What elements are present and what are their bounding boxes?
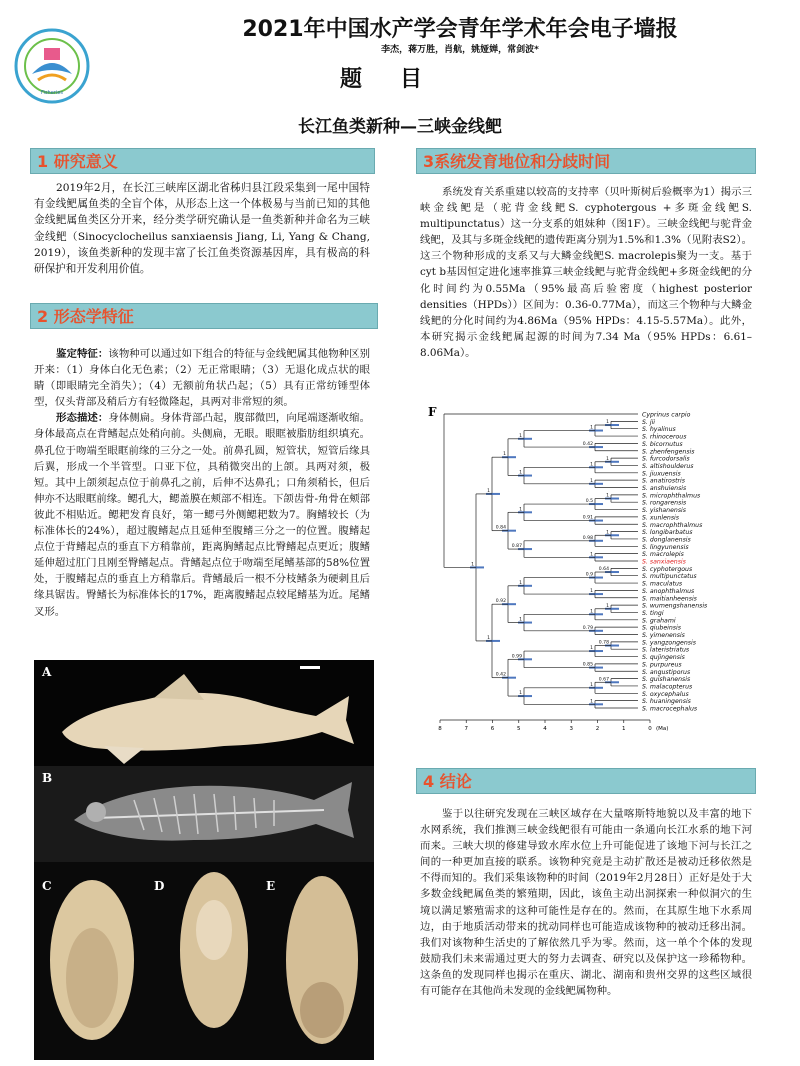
- species-label: S. jiuxuensis: [642, 470, 681, 478]
- topic-label: 题目: [339, 67, 460, 92]
- species-label: S. hyalinus: [642, 426, 676, 434]
- support-value: 0.5: [585, 499, 593, 505]
- support-value: 1: [606, 420, 609, 426]
- species-label: S. tingi: [642, 609, 664, 617]
- significance-text: [34, 180, 370, 277]
- diagnosis-label: 鉴定特征：: [56, 348, 109, 360]
- species-label: S. yishanensis: [642, 507, 686, 515]
- species-label: S. oxycephalus: [642, 690, 689, 698]
- support-value: 1: [590, 425, 593, 431]
- tree-species-labels: [642, 412, 708, 713]
- axis-tick-label: 2: [595, 726, 600, 732]
- species-label: S. cyphotergous: [642, 565, 693, 573]
- species-label: S. microphthalmus: [642, 492, 701, 500]
- conclusion-paragraph: 鉴于以往研究发现在三峡区域存在大量喀斯特地貌以及丰富的地下水网系统，我们推测三峡金线鲃很有可能由一条通向长江水系的地下河而来。三峡大坝的修建导致水库水位上升可能促进了该地下河与长江之间的一种更加直接的联系。该物种究竟是主动扩散还是被动迁移依然是不得而知的。我们采集该物种的时间（2019年2月28日）正好是处于大多数金线鲃属鱼类的繁殖期，因此，该鱼主动出洞探索一种似洞穴的生境以满足繁殖需求的这种可能性是存在的。然而，在其原生地下水系周边，由于地质活动带来的扰动同样也可能造成该物种的被动迁移出洞。我们对该物种生活史的了解依然几乎为零。然而，这一单个个体的发现鼓励我们未来需通过更大的努力去调查、研究以及保护这一珍稀物种。这条鱼的发现同样也揭示在重庆、湖北、湖南和贵州交界的这些区域很有可能存在其他尚未发现的金线鲃属物种。: [420, 808, 752, 998]
- species-label: S. macrophthalmus: [642, 521, 703, 529]
- species-label: S. rhinocerous: [642, 433, 687, 441]
- photo-label-b: B: [42, 771, 53, 785]
- species-label: S. zhenfengensis: [642, 448, 695, 456]
- support-value: 1: [590, 682, 593, 688]
- species-label: S. anophthalmus: [642, 587, 695, 595]
- photo-label-d: D: [154, 879, 165, 893]
- support-value: 1: [590, 646, 593, 652]
- species-label: S. xunlensis: [642, 514, 679, 522]
- support-value: 1: [606, 603, 609, 609]
- support-value: 1: [519, 691, 522, 697]
- support-value: 0.78: [598, 640, 609, 646]
- species-label: S. huaningensis: [642, 698, 691, 706]
- species-label: S. purpureus: [642, 661, 682, 669]
- section-heading-significance: 1 研究意义: [30, 148, 375, 174]
- axis-tick-label: 5: [517, 726, 521, 732]
- support-value: 0.85: [582, 662, 593, 668]
- support-value: 0.42: [495, 672, 506, 678]
- support-value: 0.91: [582, 515, 593, 521]
- species-label: S. furcodorsalis: [642, 455, 690, 463]
- conclusion-text: [420, 806, 752, 999]
- description-paragraph: [34, 410, 370, 619]
- phylogeny-tree-figure: [424, 402, 744, 748]
- support-value: 1: [590, 552, 593, 558]
- species-label: S. wumengshanensis: [642, 602, 708, 610]
- support-value: 0.42: [582, 442, 593, 448]
- species-label: S. qiubeinsis: [642, 624, 681, 632]
- support-value: 1: [590, 589, 593, 595]
- diagnosis-text: 该物种可以通过如下组合的特征与金线鲃属其他物种区别开来：（1）身体白化无色素；（2）无正常眼睛；（3）无退化成点状的眼睛（即眼睛完全消失）；（4）无额前角状凸起；（5）具有正常纺锤型体型，仅头背部及稍后方有轻微隆起，具两对非常短的须。: [34, 348, 371, 409]
- species-label: S. guishanensis: [642, 676, 691, 684]
- support-value: 0.84: [495, 525, 506, 531]
- poster-title: 长江鱼类新种—三峡金线鲃: [298, 117, 502, 137]
- support-value: 1: [503, 452, 506, 458]
- species-label: S. donglanensis: [642, 536, 691, 544]
- diagnosis-paragraph: [34, 346, 370, 410]
- support-value: 1: [519, 617, 522, 623]
- phylogeny-text: [420, 184, 752, 361]
- support-value: 0.79: [582, 625, 593, 631]
- species-label: S. altishoulderus: [642, 462, 694, 470]
- species-label: S. anatirostris: [642, 477, 685, 485]
- photo-label-a: A: [42, 665, 52, 679]
- species-label: S. lingyunensis: [642, 543, 689, 551]
- support-value: 1: [590, 609, 593, 615]
- support-value: 1: [590, 699, 593, 705]
- species-label: S. qujingensis: [642, 654, 685, 662]
- support-value: 0.9: [585, 572, 593, 578]
- species-label: S. longibarbatus: [642, 529, 693, 537]
- species-label: S. maitianheensis: [642, 595, 697, 603]
- author-list: 李杰，蒋万胜，肖航，姚娅婵，常剑波*: [381, 45, 539, 55]
- section-heading-conclusion: 4 结论: [416, 768, 756, 794]
- species-label: S. multipunctatus: [642, 573, 697, 581]
- species-label: S. yangzongensis: [642, 639, 696, 647]
- morphology-text: [34, 346, 370, 620]
- species-label: Cyprinus carpio: [642, 411, 691, 419]
- society-logo: [14, 28, 90, 104]
- svg-text:Fisheries: Fisheries: [41, 90, 63, 96]
- section-heading-morphology: 2 形态学特征: [30, 303, 378, 329]
- species-label: S. anshuiensis: [642, 485, 687, 492]
- support-value: 0.87: [511, 544, 522, 550]
- axis-unit: (Ma): [656, 726, 669, 732]
- species-label: S. malacopterus: [642, 683, 693, 691]
- photo-label-c: C: [42, 879, 52, 893]
- support-value: 0.92: [495, 599, 506, 605]
- significance-paragraph: 2019年2月，在长江三峡库区湖北省秭归县江段采集到一尾中国特有金线鲃属鱼类的全盲个体，从形态上这一个体极易与当前已知的其他金线鲃属鱼类区分开来，经分类学研究确认是一鱼类新种并命名为三峡金线鲃（Sinocyclocheilus sanxiaensis Jiang, Li, Yang & Chang, 2019），该鱼类新种的发现丰富了长江鱼类资源基因库，具有极高的科研保护和开发利用价值。: [34, 182, 370, 276]
- section-heading-phylogeny: 3系统发育地位和分歧时间: [416, 148, 756, 174]
- axis-tick-label: 1: [622, 726, 626, 732]
- species-label: S. rongarensis: [642, 499, 687, 507]
- species-label: S. lateristriatus: [642, 646, 690, 654]
- description-label: 形态描述：: [56, 412, 109, 425]
- axis-tick-label: 8: [438, 726, 442, 732]
- species-label: S. yimenensis: [642, 632, 685, 639]
- support-value: 1: [487, 635, 490, 641]
- species-label: S. macrolepis: [642, 551, 684, 559]
- photo-label-e: E: [266, 879, 276, 893]
- time-axis: [438, 720, 668, 732]
- support-value: 0.99: [511, 654, 522, 660]
- support-value: 0.64: [598, 567, 609, 573]
- support-value: 1: [606, 493, 609, 499]
- species-label: S. maculatus: [642, 580, 683, 588]
- phylogeny-paragraph: 系统发育关系重建以较高的支持率（贝叶斯树后验概率为1）揭示三峡金线鲃是（驼背金线鲃S. cyphotergous +多斑金线鲃S. multipunctatus）这一分支系的姐妹种（图1F）。三峡金线鲃与驼背金线鲃，及其与多斑金线鲃的遗传距离分别为1.5%和1.3%（见附表S2）。这三个物种形成的支系又与大鳞金线鲃S. macrolepis聚为一支。基于cyt b基因恒定进化速率推算三峡金线鲃与驼背金线鲃+多斑金线鲃的分化时间约为0.55Ma（95%最高后验密度（highest posterior densities（HPDs））区间为：0.36-0.77Ma），而这三个物种与大鳞金线鲃的分化时间约为4.86Ma（95% HPDs：4.15-5.57Ma）。此外，本研究揭示金线鲃属起源的时间为7.34 Ma（95% HPDs：6.61–8.06Ma）。: [420, 186, 752, 359]
- axis-tick-label: 7: [464, 726, 468, 732]
- phylogeny-panel-label: F: [428, 405, 437, 419]
- species-label: S. sanxiaensis: [642, 558, 686, 566]
- support-value: 1: [471, 562, 474, 568]
- species-label: S. jii: [642, 418, 656, 426]
- support-value: 1: [487, 488, 490, 494]
- support-value: 1: [519, 507, 522, 513]
- species-label: S. macrocephalus: [642, 705, 698, 713]
- support-value: 1: [590, 462, 593, 468]
- axis-tick-label: 3: [569, 726, 573, 732]
- fish-specimen-figure: [34, 660, 374, 1060]
- axis-tick-label: 0: [648, 726, 652, 732]
- axis-tick-label: 6: [490, 726, 495, 732]
- species-label: S. grahami: [642, 617, 676, 625]
- support-value: 1: [606, 530, 609, 536]
- support-value: 1: [519, 470, 522, 476]
- support-value: 0.98: [582, 535, 593, 541]
- support-value: 0.67: [598, 677, 609, 683]
- description-text: 身体侧扁。身体背部凸起，腹部微凹，向尾端逐渐收缩。身体最高点在背鳍起点处稍向前。头侧扁，无眼。眼眶被脂肪组织填充。鼻孔位于吻端至眼眶前缘的三分之一处。前鼻孔圆，短管状，短管后缘具后翼，形成一个半管型。口亚下位，具稍微突出的上颌。具两对须，极短。其中上颌须起点位于前鼻孔之前，后伸不达鼻孔；口角须稍长，但后伸亦不达眼眶前缘。鳃孔大，鳃盖膜在颊部不相连。下颌齿骨-角骨在颊部彼此不相贴近。鳃耙发育良好，第一鳃弓外侧鳃耙数为7。胸鳍较长（为标准体长的24%），超过腹鳍起点且延伸至腹鳍三分之一的位置。腹鳍起点位于背鳍起点的垂直下方稍靠前，距离胸鳍起点比臀鳍起点更近；腹鳍延伸超过肛门且刚至臀鳍起点。背鳍起点位于吻端至尾鳍基部的58%位置处，于腹鳍起点的垂直上方稍靠后。背鳍最后一根不分枝鳍条为硬刺且后缘具锯齿。臀鳍长为标准体长的17%，距离腹鳍起点较尾鳍基为近。尾鳍叉形。: [34, 412, 371, 618]
- species-label: S. angustiporus: [642, 668, 691, 676]
- support-value: 1: [590, 478, 593, 484]
- support-value: 1: [606, 456, 609, 462]
- species-label: S. bicornutus: [642, 440, 683, 448]
- support-value: 1: [519, 580, 522, 586]
- axis-tick-label: 4: [543, 726, 547, 732]
- conference-title: 2021年中国水产学会青年学术年会电子墙报: [242, 17, 678, 42]
- support-value: 1: [519, 433, 522, 439]
